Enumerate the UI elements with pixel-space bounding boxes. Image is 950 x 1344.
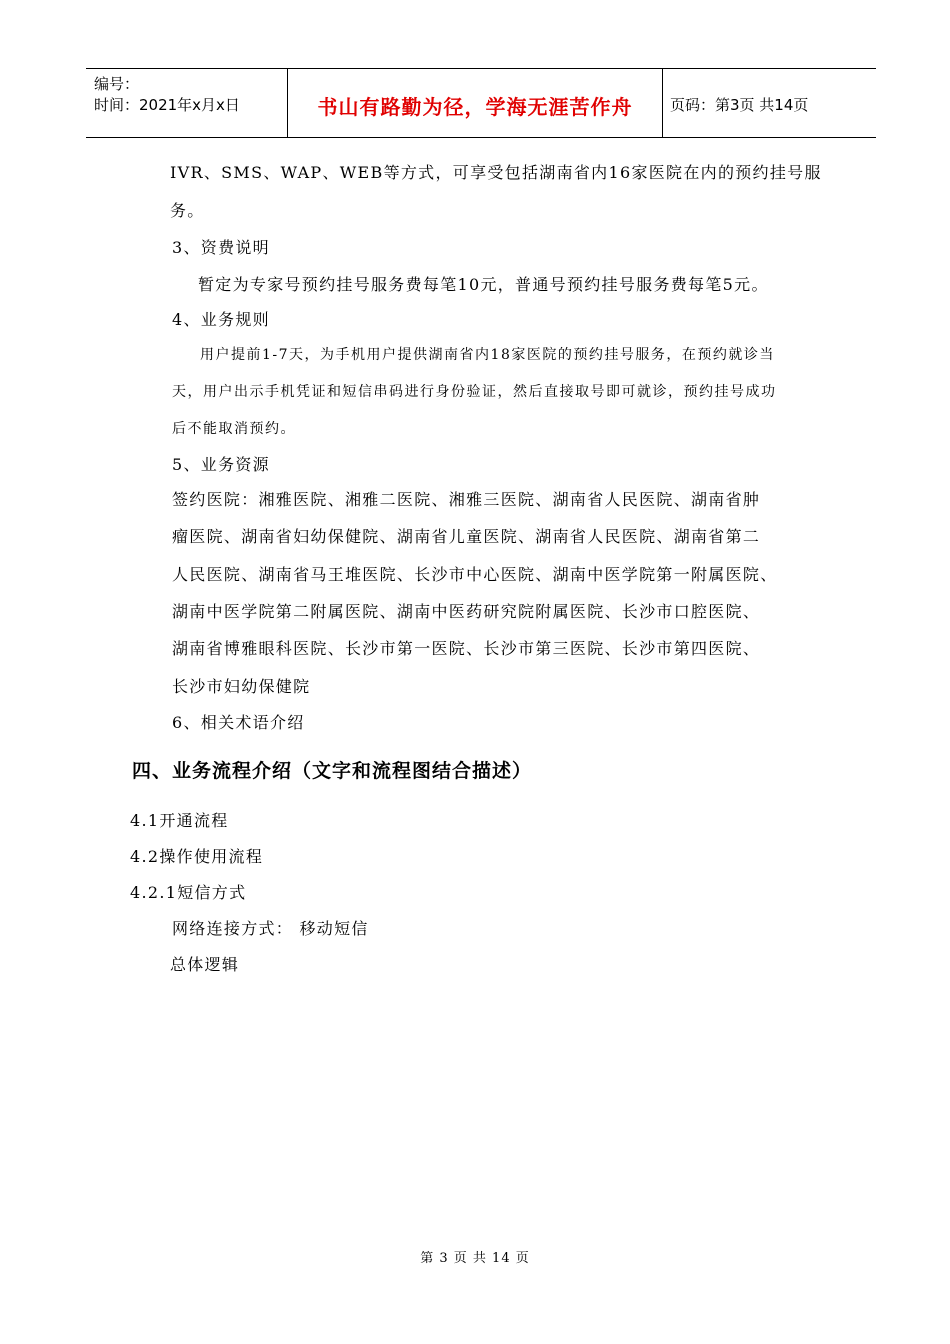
section-4-text-line: 天，用户出示手机凭证和短信串码进行身份验证，然后直接取号即可就诊，预约挂号成功 (172, 384, 777, 400)
document-date-label: 时间：2021年x月x日 (94, 96, 240, 114)
section-4-text-line: 后不能取消预约。 (172, 421, 296, 437)
chapter-4-heading: 四、业务流程介绍（文字和流程图结合描述） (132, 760, 533, 782)
body-paragraph-line: IVR、SMS、WAP、WEB等方式，可享受包括湖南省内16家医院在内的预约挂号服 (170, 163, 822, 182)
header-page-info: 页码：第3页 共14页 (670, 96, 809, 114)
section-5-text-line: 签约医院：湘雅医院、湘雅二医院、湘雅三医院、湖南省人民医院、湖南省肿 (172, 490, 761, 509)
section-5-text-line: 人民医院、湖南省马王堆医院、长沙市中心医院、湖南中医学院第一附属医院、 (172, 565, 778, 584)
body-paragraph-line: 务。 (170, 201, 205, 220)
header-motto-cell (287, 69, 663, 137)
document-number-label: 编号： (94, 75, 140, 93)
section-5-text-line: 长沙市妇幼保健院 (172, 677, 311, 696)
section-4-1-heading: 4.1开通流程 (130, 811, 229, 830)
section-5-text-line: 瘤医院、湖南省妇幼保健院、湖南省儿童医院、湖南省人民医院、湖南省第二 (172, 527, 761, 546)
overall-logic-text: 总体逻辑 (170, 955, 240, 974)
header-motto: 书山有路勤为径，学海无涯苦作舟 (317, 95, 633, 119)
section-5-heading: 5、业务资源 (172, 455, 270, 474)
section-5-text-line: 湖南省博雅眼科医院、长沙市第一医院、长沙市第三医院、长沙市第四医院、 (172, 639, 761, 658)
section-3-heading: 3、资费说明 (172, 238, 270, 257)
header-page-cell (662, 69, 876, 137)
section-3-text: 暂定为专家号预约挂号服务费每笔10元，普通号预约挂号服务费每笔5元。 (198, 275, 769, 294)
section-4-2-heading: 4.2操作使用流程 (130, 847, 264, 866)
section-4-heading: 4、业务规则 (172, 310, 270, 329)
page-header (86, 68, 876, 138)
section-4-text-line: 用户提前1-7天，为手机用户提供湖南省内18家医院的预约挂号服务，在预约就诊当 (200, 347, 775, 363)
section-5-text-line: 湖南中医学院第二附属医院、湖南中医药研究院附属医院、长沙市口腔医院、 (172, 602, 761, 621)
page-footer: 第 3 页 共 14 页 (420, 1251, 530, 1266)
header-meta-cell (86, 69, 287, 137)
section-6-heading: 6、相关术语介绍 (172, 713, 305, 732)
section-4-2-1-heading: 4.2.1短信方式 (130, 883, 247, 902)
network-connection-text: 网络连接方式： 移动短信 (172, 919, 369, 938)
